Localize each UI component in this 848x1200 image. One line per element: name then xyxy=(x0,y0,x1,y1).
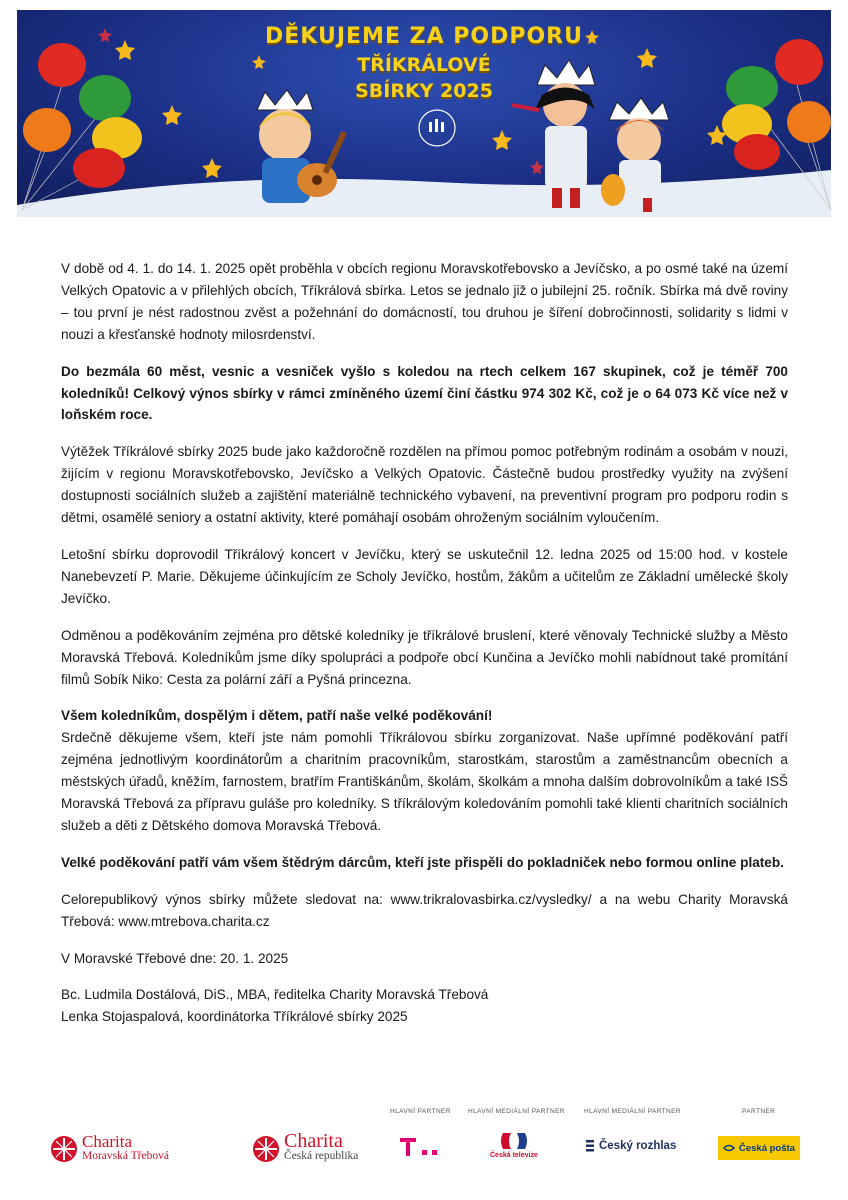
charita-cross-icon xyxy=(252,1135,280,1163)
label-partner: PARTNER xyxy=(742,1108,776,1115)
charita-moravska-trebova-logo xyxy=(50,1134,169,1164)
paragraph-date: V Moravské Třebové dne: 20. 1. 2025 xyxy=(61,950,289,966)
rozhlas-icon xyxy=(586,1140,596,1152)
charita-cr-place: Česká republika xyxy=(284,1150,359,1162)
posthorn-icon xyxy=(723,1143,735,1153)
charita-mt-name: Charita xyxy=(82,1132,133,1151)
label-media-partner-2: HLAVNÍ MEDIÁLNÍ PARTNER xyxy=(584,1108,681,1115)
star-icon xyxy=(202,158,222,178)
ct-name: Česká televize xyxy=(490,1152,538,1159)
ct-icon xyxy=(499,1130,529,1152)
ceska-televize-logo xyxy=(490,1130,538,1159)
ceska-posta-logo xyxy=(718,1136,800,1160)
trikralova-sbirka-emblem xyxy=(419,110,455,146)
thanks-text: Srdečně děkujeme všem, kteří jste nám pomohli Tříkrálovou sbírku zorganizovat. Naše upřímné poděkování patří zejména jednotlivým koordinátorům a charitním pracovníkům, starostkám, starostům a zaměstnancům obecních a městských úřadů, kněžím, farnostem, bratřím Františkánům, školám, školkám a mnoha dalším dobrovolníkům a také ISŠ Moravská Třebová za přípravu guláše pro koledníky. S tříkrálovým koledováním pomohli také klienti charitních sociálních služeb a děti z Dětského domova Moravská Třebová. xyxy=(61,730,788,833)
paragraph-links: Celorepublikový výnos sbírky můžete sledovat na: www.trikralovasbirka.cz/vysledky/ a na webu Charity Moravská Třebová: www.mtrebova.charita.cz xyxy=(61,891,788,929)
paragraph-usage: Výtěžek Tříkrálové sbírky 2025 bude jako každoročně rozdělen na přímou pomoc potřebným rodinám a osobám v nouzi, žijícím v regionu Moravskotřebovsko, Jevíčsko a Velkých Opatovic. Částečně budou prostředky využity na zvýšení dostupnosti sociálních služeb a zajištění materiálně technického vybavení, na preventivní program pro podporu rodin s dětmi, osamělé seniory a ostatní aktivity, které pomáhají osobám ohroženým sociálním vyloučením. xyxy=(61,444,788,526)
paragraph-reward: Odměnou a poděkováním zejména pro dětské koledníky je tříkrálové bruslení, které věnovaly Technické služby a Město Moravská Třebová. Koledníkům jsme díky spolupráci a podpoře obcí Kunčina a Jevíčko mohli nabídnout také promítání filmů Sobík Niko: Cesta za polární září a Pyšná princezna. xyxy=(61,627,788,687)
partners-footer xyxy=(0,1100,848,1200)
t-mobile-logo xyxy=(398,1136,448,1158)
king-b-figure xyxy=(601,98,669,212)
rozhlas-name: Český rozhlas xyxy=(599,1140,677,1152)
paragraph-donors: Velké poděkování patří vám všem štědrým dárcům, kteří jste přispěli do pokladniček nebo formou online plateb. xyxy=(61,854,784,870)
banner-title-line1: DĚKUJEME ZA PODPORU xyxy=(265,24,583,49)
header-banner xyxy=(17,10,831,217)
thanks-heading: Všem koledníkům, dospělým i dětem, patří naše velké poděkování! xyxy=(61,708,493,724)
charita-mt-place: Moravská Třebová xyxy=(82,1150,169,1162)
posta-name: Česká pošta xyxy=(739,1142,795,1154)
signature-director: Bc. Ludmila Dostálová, DiS., MBA, ředitelka Charity Moravská Třebová xyxy=(61,987,489,1003)
star-icon xyxy=(492,130,512,150)
charita-cross-icon xyxy=(50,1135,78,1163)
label-media-partner-1: HLAVNÍ MEDIÁLNÍ PARTNER xyxy=(468,1108,565,1115)
cesky-rozhlas-logo xyxy=(586,1140,676,1152)
charita-cr-logo xyxy=(252,1130,359,1164)
banner-title-line2: TŘÍKRÁLOVÉ xyxy=(357,54,491,76)
charita-cr-name: Charita xyxy=(284,1130,343,1152)
paragraph-concert: Letošní sbírku doprovodil Tříkrálový koncert v Jevíčku, který se uskutečnil 12. ledna 2025 od 15:00 hod. v kostele Nanebevzetí P. Marie. Děkujeme účinkujícím ze Scholy Jevíčko, hostům, žákům a učitelům ze Základní umělecké školy Jevíčko. xyxy=(61,546,788,606)
letter-body xyxy=(61,258,788,1028)
king-k-figure xyxy=(257,90,347,203)
paragraph-results: Do bezmála 60 měst, vesnic a vesniček vyšlo s koledou na rtech celkem 167 skupinek, což je téměř 700 koledníků! Celkový výnos sbírky v rámci zmíněného území činí částku 974 302 Kč, což je o 64 073 Kč více než v loňském roce. xyxy=(61,363,788,423)
star-icon xyxy=(162,105,182,125)
signature-coordinator: Lenka Stojaspalová, koordinátorka Tříkrálové sbírky 2025 xyxy=(61,1009,408,1025)
label-main-partner: HLAVNÍ PARTNER xyxy=(390,1108,451,1115)
paragraph-intro: V době od 4. 1. do 14. 1. 2025 opět proběhla v obcích regionu Moravskotřebovsko a Jevíčsko, a po osmé také na území Velkých Opatovic a v přilehlých obcích, Tříkrálová sbírka. Letos se jednalo již o jubilejní 25. ročník. Sbírka má dvě roviny – tou první je nést radostnou zvěst a požehnání do domácností, tou druhou je šíření dobročinnosti, solidarity s lidmi v nouzi a křesťanské hodnoty milosrdenství. xyxy=(61,261,788,342)
t-mobile-icon xyxy=(398,1136,448,1158)
paragraph-thanks xyxy=(61,705,788,836)
banner-title-line3: SBÍRKY 2025 xyxy=(355,80,493,102)
